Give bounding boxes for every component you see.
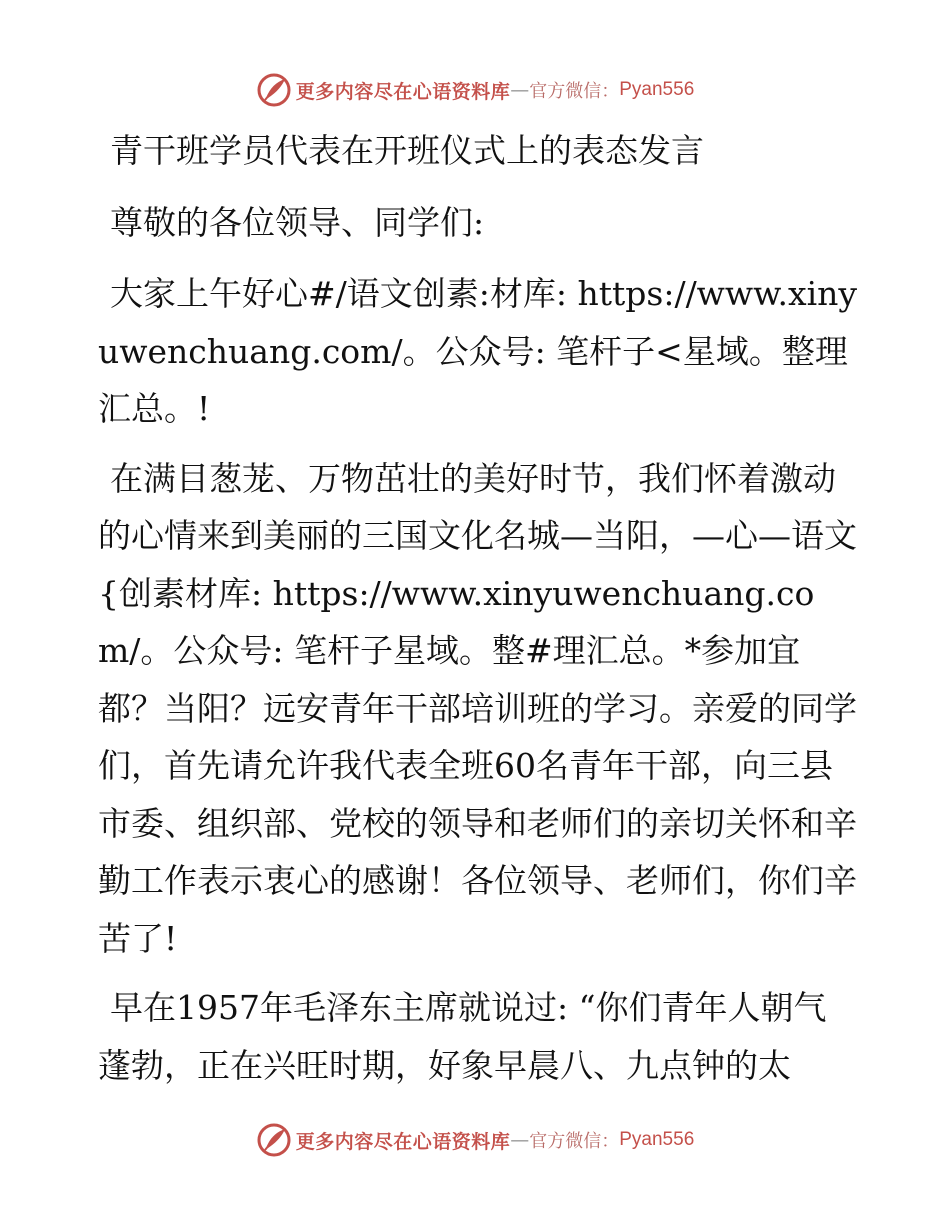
feather-quill-logo-icon [256,1122,292,1158]
watermark-wechat-id: Pyan556 [619,79,695,100]
watermark-wechat-id: Pyan556 [619,1129,695,1150]
watermark-main-text: 更多内容尽在心语资料库 [295,1130,511,1153]
paragraph: 大家上午好心#/语文创素:材库: https://www.xinyuwenchuang.com/。公众号: 笔杆子<星域。整理汇总。! [98,274,858,428]
watermark-banner-top [0,70,950,110]
feather-quill-logo-icon [256,72,292,108]
salutation: 尊敬的各位领导、同学们: [110,202,485,242]
paragraph: 早在1957年毛泽东主席就说过: “你们青年人朝气蓬勃，正在兴旺时期，好象早晨八、九点钟的太 [98,988,827,1085]
watermark-sub-text: 官方微信： [529,81,620,102]
document-title: 青干班学员代表在开班仪式上的表态发言 [110,131,704,170]
watermark-banner-bottom [0,1120,950,1160]
watermark-separator: — [510,1129,530,1151]
document-body [98,122,858,1106]
watermark-sub-text: 官方微信： [529,1131,620,1152]
watermark-main-text: 更多内容尽在心语资料库 [295,80,511,103]
paragraph: 在满目葱茏、万物茁壮的美好时节，我们怀着激动的心情来到美丽的三国文化名城—当阳，—心—语文{创素材库: https://www.xinyuwenchuang.com/。公众号: 笔杆子星域。整#理汇总。*参加宜都？当阳？远安青年干部培训班的学习。亲爱的同学们，首先请允许我代表全班60名青年干部，向三县市委、组织部、党校的领导和老师们的亲切关怀和辛勤工作表示衷心的感谢！各位领导、老师们，你们辛苦了! [98,458,857,958]
watermark-separator: — [510,79,530,101]
